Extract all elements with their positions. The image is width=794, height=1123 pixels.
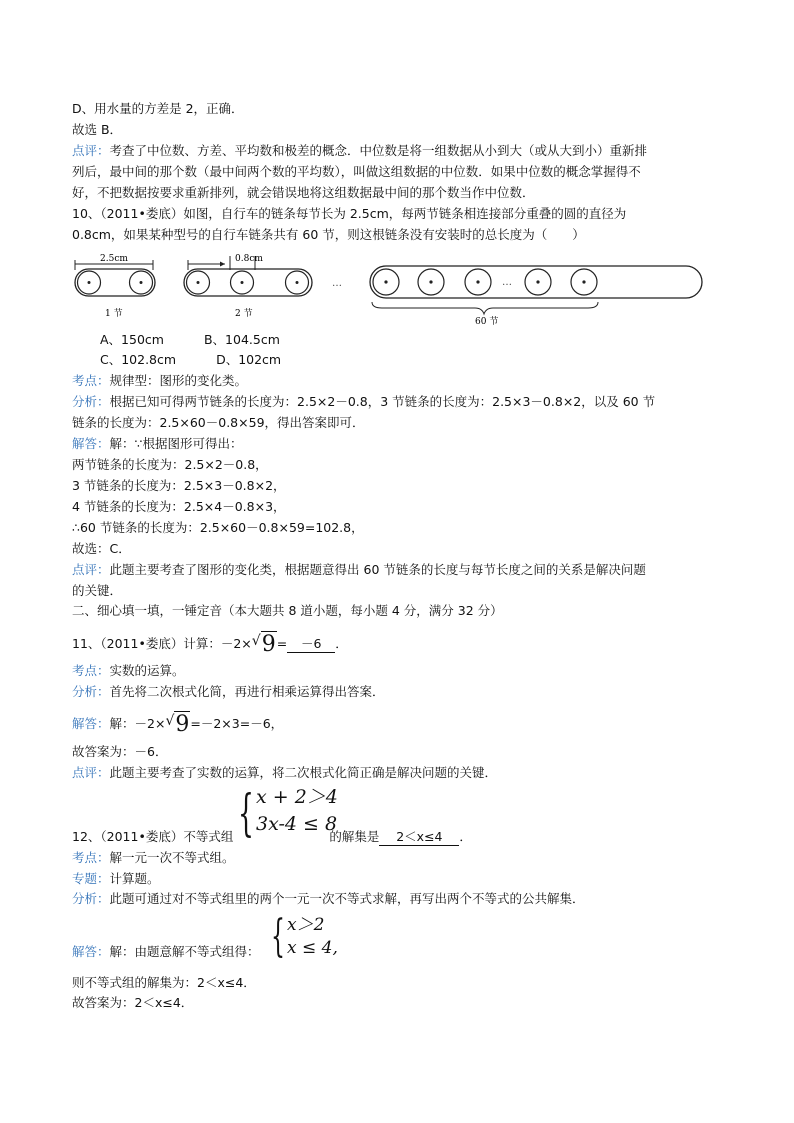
- label-0-8cm: 0.8cm: [235, 254, 263, 264]
- caption-1-link: 1 节: [105, 309, 123, 319]
- q11-jieda: 解答：解：－2×√9=－2×3=－6，: [72, 712, 284, 737]
- q12-answer: 故答案为：2＜x≤4．: [72, 995, 194, 1010]
- prev-comment-line: 好，不把数据按要求重新排列，就会错误地将这组数据最中间的那个数当作中位数．: [72, 185, 535, 200]
- prev-answer: 故选 B．: [72, 122, 123, 137]
- q11-dianping: 点评：此题主要考查了实数的运算，将二次根式化简正确是解决问题的关键．: [72, 765, 498, 780]
- q12-kaodian: 考点：解一元一次不等式组。: [72, 850, 235, 865]
- q10-jieda-line: 3 节链条的长度为：2.5×3－0.8×2，: [72, 478, 286, 493]
- q10-dianping: 点评：此题主要考查了图形的变化类，根据题意得出 60 节链条的长度与每节长度之间的关系是解决问题: [72, 562, 646, 577]
- q11-answer: 故答案为：－6．: [72, 744, 168, 759]
- chain-sixty-links: [370, 266, 702, 327]
- q10-dianping-cont: 的关键．: [72, 583, 123, 598]
- answer-blank[interactable]: 2＜x≤4: [379, 828, 459, 846]
- chain-figure: [70, 248, 720, 328]
- label-dianping: 点评：: [72, 143, 110, 158]
- left-brace: {: [238, 784, 254, 842]
- q10-fenxi-cont: 链条的长度为：2.5×60－0.8×59，得出答案即可．: [72, 415, 365, 430]
- q11-fenxi: 分析：首先将二次根式化简，再进行相乘运算得出答案．: [72, 684, 385, 699]
- q10-jieda-line: ∴60 节链条的长度为：2.5×60－0.8×59=102.8，: [72, 520, 364, 535]
- chain-one-link: [75, 254, 155, 319]
- q10-stem: 10、（2011•娄底）如图，自行车的链条每节长为 2.5cm，每两节链条相连接部分重叠的圆的直径为: [72, 206, 627, 221]
- caption-2-links: 2 节: [235, 309, 253, 319]
- q12-stem: 12、（2011•娄底）不等式组 的解集是 2＜x≤4 ．: [72, 829, 472, 844]
- option-a[interactable]: A、150cm: [100, 332, 164, 347]
- sqrt-9: √9: [165, 712, 190, 737]
- ellipsis-inside: …: [502, 277, 512, 288]
- q11-stem: 11、（2011•娄底）计算：－2×√9= －6 ．: [72, 632, 348, 657]
- q10-jieda: 解答：解：∵根据图形可得出：: [72, 436, 243, 451]
- q10-jieda-line: 两节链条的长度为：2.5×2－0.8，: [72, 457, 268, 472]
- option-c[interactable]: C、102.8cm: [100, 352, 177, 367]
- q10-jieda-line: 4 节链条的长度为：2.5×4－0.8×3，: [72, 499, 286, 514]
- prev-option-d: D、用水量的方差是 2，正确．: [72, 101, 244, 116]
- inequality-1: x + 2＞4: [256, 786, 338, 808]
- q10-kaodian: 考点：规律型：图形的变化类。: [72, 373, 248, 388]
- q12-fenxi: 分析：此题可通过对不等式组里的两个一元一次不等式求解，再写出两个不等式的公共解集．: [72, 891, 585, 906]
- q10-options-row: [100, 331, 280, 348]
- section-two-heading: 二、细心填一填，一锤定音（本大题共 8 道小题，每小题 4 分，满分 32 分）: [72, 603, 503, 618]
- left-brace: {: [271, 911, 285, 962]
- sqrt-9: √9: [251, 632, 276, 657]
- ellipsis-between: …: [332, 278, 342, 289]
- chain-two-links: [184, 254, 312, 319]
- q12-solution-set: 则不等式组的解集为：2＜x≤4．: [72, 975, 256, 990]
- prev-comment-line: 点评：考查了中位数、方差、平均数和极差的概念．中位数是将一组数据从小到大（或从大到小）重新排: [72, 143, 648, 158]
- q10-stem: 0.8cm，如果某种型号的自行车链条共有 60 节，则这根链条没有安装时的总长度为（ ）: [72, 227, 585, 242]
- q11-kaodian: 考点：实数的运算。: [72, 663, 185, 678]
- prev-comment-line: 列后，最中间的那个数（最中间两个数的平均数），叫做这组数据的中位数．如果中位数的概念掌握得不: [72, 164, 641, 179]
- q10-options-row: [100, 351, 281, 368]
- caption-60-links: 60 节: [475, 317, 499, 327]
- q12-zhuanti: 专题：计算题。: [72, 871, 160, 886]
- solution-1: x＞2: [287, 915, 325, 935]
- q12-jieda: 解答：解：由题意解不等式组得：: [72, 944, 260, 959]
- inequality-2: 3x-4 ≤ 8: [256, 813, 338, 835]
- answer-blank[interactable]: －6: [287, 635, 335, 653]
- solution-2: x ≤ 4,: [287, 938, 338, 958]
- q10-fenxi: 分析：根据已知可得两节链条的长度为：2.5×2－0.8，3 节链条的长度为：2.5×3－0.8×2，以及 60 节: [72, 394, 656, 409]
- option-b[interactable]: B、104.5cm: [203, 332, 280, 347]
- label-2-5cm: 2.5cm: [100, 254, 128, 264]
- option-d[interactable]: D、102cm: [216, 352, 282, 367]
- q10-jieda-line: 故选：C．: [72, 541, 131, 556]
